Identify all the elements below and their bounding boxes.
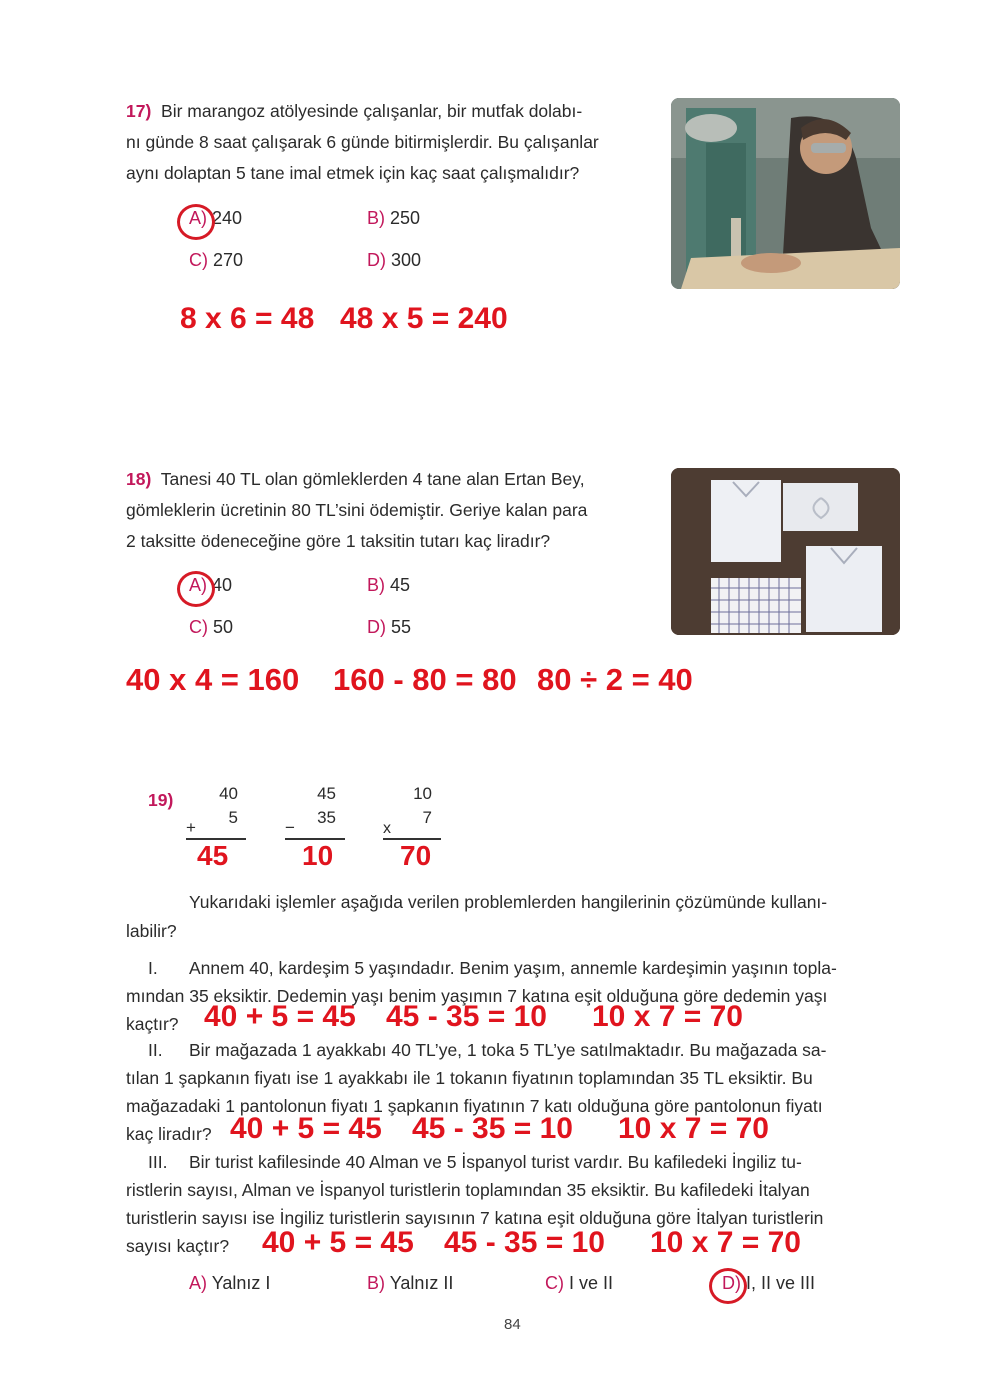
shirts-photo [671, 468, 900, 635]
op3-top: 10 [413, 784, 432, 803]
item-3-work-3: 10 x 7 = 70 [650, 1226, 801, 1259]
item-3-roman: III. [148, 1152, 168, 1172]
op2-sign: − [285, 818, 295, 837]
q19-intro-line-1: Yukarıdaki işlemler aşağıda verilen problemlerden hangilerinin çözümünde kullanı- [189, 892, 828, 912]
item-2-line-3: mağazadaki 1 pantolonun fiyatı 1 şapkanın fiyatının 7 katı olduğuna göre pantolonun fiyatı [126, 1096, 823, 1116]
q18-text [126, 464, 656, 557]
q19-intro-line-2: labilir? [126, 921, 177, 941]
item-3-line-1: Bir turist kafilesinde 40 Alman ve 5 İspanyol turist vardır. Bu kafiledeki İngiliz tu- [189, 1152, 802, 1172]
q18-number: 18) [126, 469, 152, 489]
item-3-work-2: 45 - 35 = 10 [444, 1226, 605, 1259]
op2-top: 45 [317, 784, 336, 803]
q17-work-1: 8 x 6 = 48 [180, 302, 315, 335]
item-2-roman: II. [148, 1040, 163, 1060]
op3-bottom: 7 [422, 808, 432, 827]
item-1-work-2: 45 - 35 = 10 [386, 1000, 547, 1033]
item-2-work-2: 45 - 35 = 10 [412, 1112, 573, 1145]
item-1-line-1: Annem 40, kardeşim 5 yaşındadır. Benim yaşım, annemle kardeşimin yaşının topla- [189, 958, 837, 978]
q19-number: 19) [148, 790, 174, 810]
op1-bottom: 5 [228, 808, 238, 827]
q17-option-c[interactable]: C) 270 [189, 250, 244, 270]
q19-answer-circle [709, 1268, 747, 1304]
q18-option-b[interactable]: B) 45 [367, 575, 411, 595]
item-1-roman: I. [148, 958, 158, 978]
q18-line-1: 18) Tanesi 40 TL olan gömleklerden 4 tane alan Ertan Bey, [126, 469, 585, 489]
q18-work-2: 160 - 80 = 80 [333, 662, 517, 697]
q18-option-d[interactable]: D) 55 [367, 617, 412, 637]
q18-work-3: 80 ÷ 2 = 40 [537, 662, 693, 697]
item-3-work-1: 40 + 5 = 45 [262, 1226, 414, 1259]
op1-sign: + [186, 818, 196, 837]
q18-answer-circle [177, 571, 215, 607]
q18-work-1: 40 x 4 = 160 [126, 662, 300, 697]
item-2-line-4: kaç liradır? [126, 1124, 212, 1144]
op3-result: 70 [400, 840, 432, 871]
q17-option-d[interactable]: D) 300 [367, 250, 422, 270]
q19-option-d[interactable]: D) I, II ve III [722, 1273, 816, 1293]
item-3-line-3: turistlerin sayısı ise İngiliz turistlerin sayısının 7 katına eşit olduğuna göre İtalyan turistlerin [126, 1208, 824, 1228]
op2-result: 10 [302, 840, 334, 871]
q17-line-1: 17) Bir marangoz atölyesinde çalışanlar, bir mutfak dolabı- [126, 101, 583, 121]
item-2-work-1: 40 + 5 = 45 [230, 1112, 382, 1145]
item-2-work-3: 10 x 7 = 70 [618, 1112, 769, 1145]
carpenter-photo [671, 98, 900, 289]
q17-option-b[interactable]: B) 250 [367, 208, 421, 228]
item-2-line-1: Bir mağazada 1 ayakkabı 40 TL’ye, 1 toka 5 TL’ye satılmaktadır. Bu mağazada sa- [189, 1040, 827, 1060]
q19-option-a[interactable]: A) Yalnız I [189, 1273, 271, 1293]
item-3-line-4: sayısı kaçtır? [126, 1236, 230, 1256]
op1-top: 40 [219, 784, 238, 803]
item-1-line-3: kaçtır? [126, 1014, 179, 1034]
q17-line-2: nı günde 8 saat çalışarak 6 günde bitirmişlerdir. Bu çalışanlar [126, 132, 599, 152]
q18-option-a[interactable]: A) 40 [189, 575, 233, 595]
q18-option-c[interactable]: C) 50 [189, 617, 234, 637]
item-1-work-3: 10 x 7 = 70 [592, 1000, 743, 1033]
q19-option-c[interactable]: C) I ve II [545, 1273, 614, 1293]
q17-text [126, 96, 656, 189]
page-number: 84 [504, 1316, 521, 1333]
q17-number: 17) [126, 101, 152, 121]
q18-line-2: gömleklerin ücretinin 80 TL’sini ödemiştir. Geriye kalan para [126, 500, 588, 520]
item-2-line-2: tılan 1 şapkanın fiyatı ise 1 ayakkabı ile 1 tokanın fiyatının toplamından 35 TL eksiktir. Bu [126, 1068, 813, 1088]
item-3-line-2: ristlerin sayısı, Alman ve İspanyol turistlerin toplamından 35 eksiktir. Bu kafiledeki İtalyan [126, 1180, 810, 1200]
q17-answer-circle [177, 204, 215, 240]
op1-result: 45 [197, 840, 229, 871]
q17-line-3: aynı dolaptan 5 tane imal etmek için kaç saat çalışmalıdır? [126, 163, 580, 183]
item-1-work-1: 40 + 5 = 45 [204, 1000, 356, 1033]
q17-work-2: 48 x 5 = 240 [340, 302, 508, 335]
item-1-line-2: mından 35 eksiktir. Dedemin yaşı benim yaşımın 7 katına eşit olduğuna göre dedemin yaşı [126, 986, 828, 1006]
q17-option-a[interactable]: A) 240 [189, 208, 243, 228]
op3-sign: x [383, 820, 391, 837]
q18-line-3: 2 taksitte ödeneceğine göre 1 taksitin tutarı kaç liradır? [126, 531, 551, 551]
q19-option-b[interactable]: B) Yalnız II [367, 1273, 454, 1293]
op2-bottom: 35 [317, 808, 336, 827]
